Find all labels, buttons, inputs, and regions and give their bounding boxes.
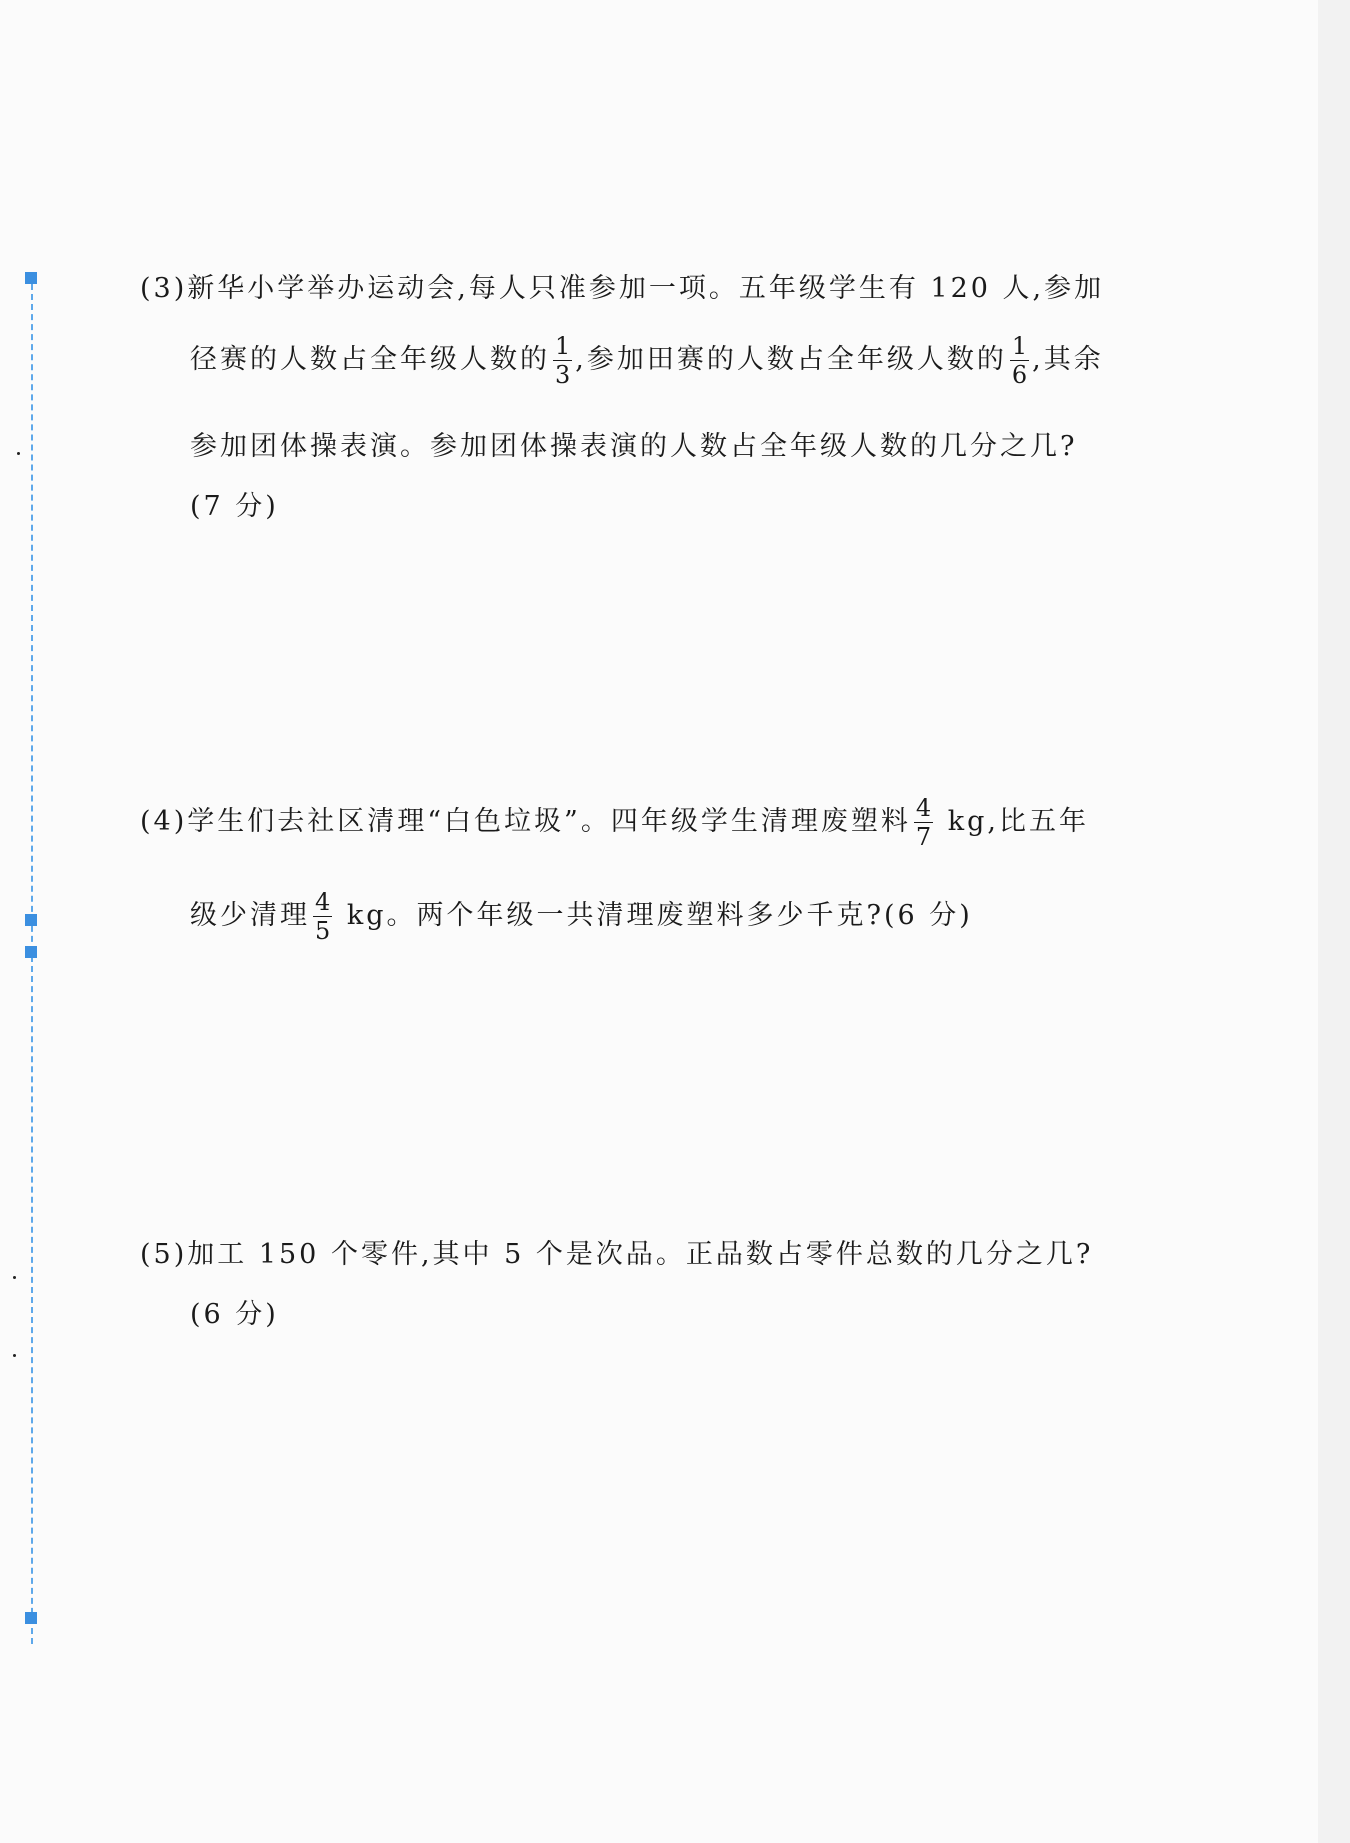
q4-line-1 <box>140 796 1089 849</box>
fraction-four-fifths <box>313 890 332 943</box>
binding-marker-top <box>25 272 37 284</box>
q4-line-1-text-a: (4)学生们去社区清理“白色垃圾”。四年级学生清理废塑料 <box>140 806 911 837</box>
fraction-denominator: 7 <box>915 823 932 851</box>
fraction-one-third <box>553 334 572 387</box>
q3-line-2-text-b: ,参加田赛的人数占全年级人数的 <box>575 344 1007 375</box>
scan-speck <box>13 1354 16 1357</box>
q3-line-3: 参加团体操表演。参加团体操表演的人数占全年级人数的几分之几? <box>190 431 1078 462</box>
fraction-numerator: 1 <box>555 332 571 360</box>
q3-line-2 <box>190 334 1104 387</box>
q4-line-2-text-b: kg。两个年级一共清理废塑料多少千克?(6 分) <box>335 900 973 931</box>
q5-line-1: (5)加工 150 个零件,其中 5 个是次品。正品数占零件总数的几分之几? <box>140 1239 1094 1270</box>
fraction-one-sixth <box>1010 334 1029 387</box>
q3-line-2-text-c: ,其余 <box>1032 344 1104 375</box>
fraction-denominator: 3 <box>555 361 571 389</box>
fraction-denominator: 5 <box>315 917 331 945</box>
fraction-numerator: 4 <box>315 888 331 916</box>
fraction-denominator: 6 <box>1011 361 1028 389</box>
scan-speck <box>13 1276 16 1279</box>
fraction-numerator: 1 <box>1011 332 1028 360</box>
q5-score: (6 分) <box>190 1299 279 1330</box>
scan-speck <box>17 452 20 455</box>
binding-marker-mid-lower <box>25 946 37 958</box>
fraction-four-sevenths <box>914 796 933 849</box>
binding-dashed-line <box>31 284 33 1644</box>
q3-score: (7 分) <box>190 491 279 522</box>
q3-line-1: (3)新华小学举办运动会,每人只准参加一项。五年级学生有 120 人,参加 <box>140 273 1105 304</box>
q4-line-2 <box>190 890 973 943</box>
q3-line-2-text-a: 径赛的人数占全年级人数的 <box>190 344 550 375</box>
q4-line-1-text-b: kg,比五年 <box>936 806 1089 837</box>
binding-marker-bottom <box>25 1612 37 1624</box>
binding-marker-mid-upper <box>25 914 37 926</box>
fraction-numerator: 4 <box>915 794 932 822</box>
q4-line-2-text-a: 级少清理 <box>190 900 310 931</box>
